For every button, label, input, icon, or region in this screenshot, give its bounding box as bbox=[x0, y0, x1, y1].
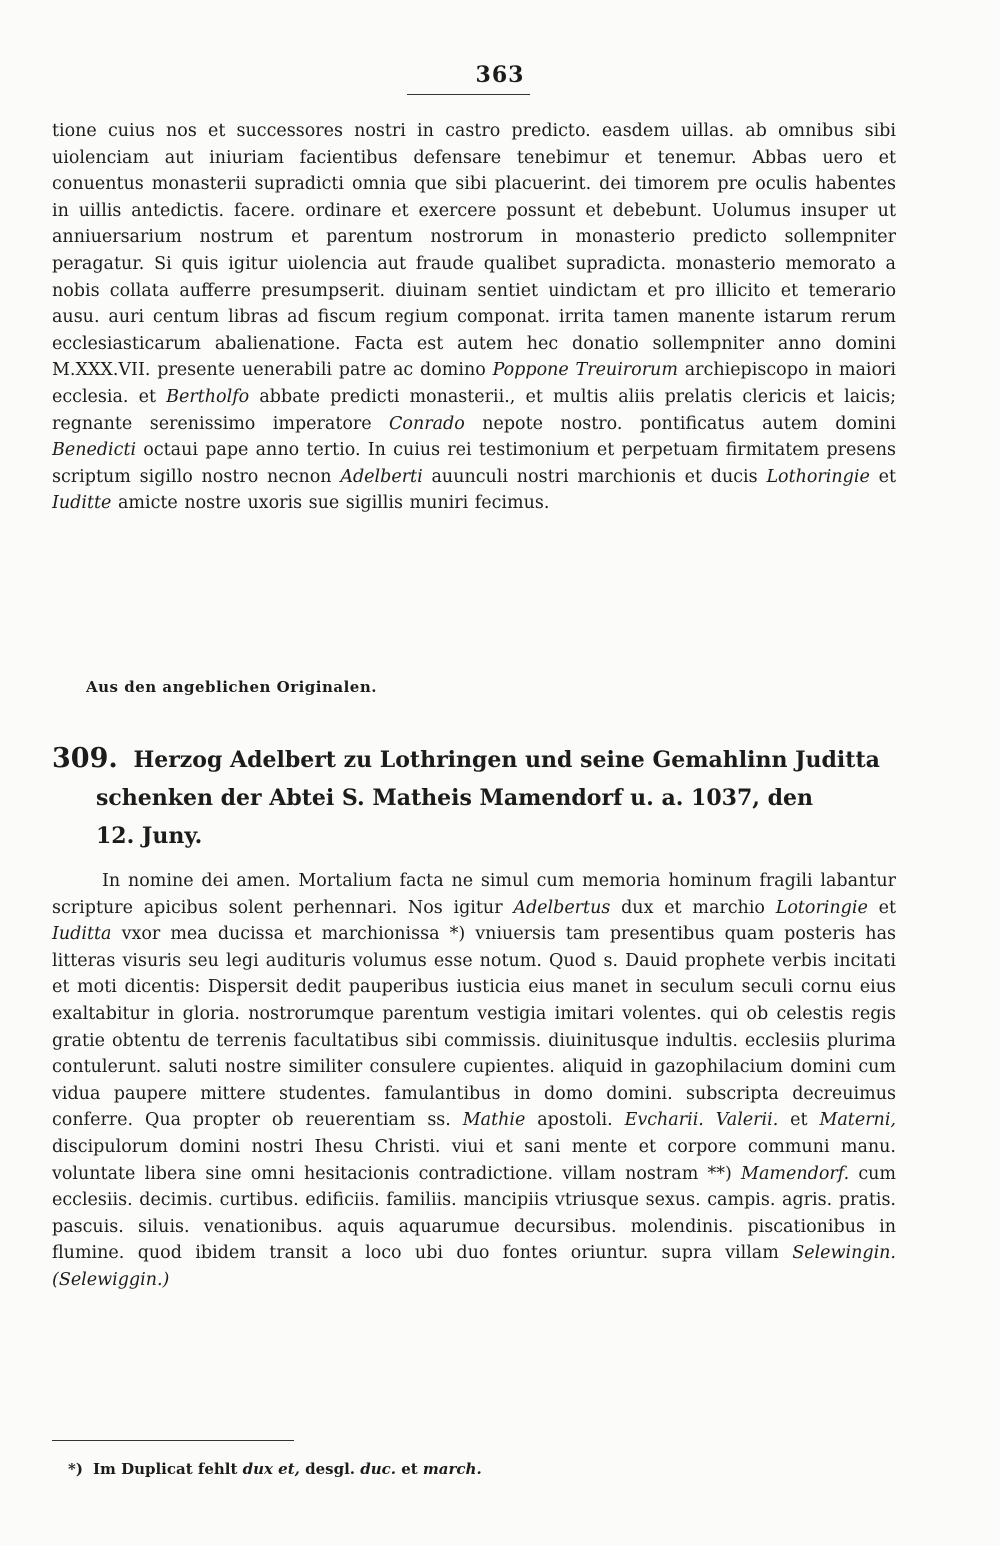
footnote-text: dux et, bbox=[242, 1460, 300, 1478]
footnote-text: Im Duplicat fehlt bbox=[92, 1460, 243, 1478]
footnote-text: duc. bbox=[360, 1460, 396, 1478]
text-segment: discipulorum domini nostri Ihesu Christi. viui et sani mente et corpore communi manu. voluntate libera sine omni hesitacionis contradictione. villam nostram **) bbox=[52, 1136, 896, 1184]
text-segment: archiepiscopo in maiori ecclesia. et bbox=[52, 360, 896, 407]
text-segment: amicte nostre uxoris sue sigillis muniri fecimus. bbox=[111, 493, 550, 514]
text-segment: dux et marchio bbox=[610, 897, 776, 918]
place-name: Selewingin. (Selewiggin.) bbox=[52, 1243, 896, 1290]
person-name: Mathie bbox=[462, 1110, 526, 1131]
person-name: Materni, bbox=[819, 1110, 896, 1131]
place-name: Lothoringie bbox=[766, 466, 870, 487]
footnote bbox=[68, 1460, 482, 1478]
text-segment: et bbox=[869, 466, 897, 487]
charter-heading bbox=[52, 740, 900, 855]
footnote-mark: *) bbox=[68, 1460, 83, 1478]
text-segment: In nomine dei amen. Mortalium facta ne simul cum memoria hominum fragili labantur scripture apicibus solent perhennari. Nos igitur bbox=[52, 871, 896, 918]
footnote-text: march. bbox=[422, 1460, 482, 1478]
footnote-text: desgl. bbox=[299, 1460, 361, 1478]
text-segment: nepote nostro. pontificatus autem domini bbox=[464, 413, 896, 434]
header-rule bbox=[407, 94, 530, 95]
charter-heading-line-3: 12. Juny. bbox=[96, 823, 203, 849]
paragraph-text bbox=[52, 868, 896, 1294]
place-name: Mamendorf. bbox=[741, 1163, 850, 1184]
text-segment: et bbox=[867, 897, 896, 918]
person-name: Iuditta bbox=[52, 924, 112, 945]
text-segment: auunculi nostri marchionis et ducis bbox=[422, 466, 767, 487]
charter-number: 309. bbox=[52, 743, 118, 774]
text-segment: octaui pape anno tertio. In cuius rei testimonium et perpetuam firmitatem presens scriptum sigillo nostro necnon bbox=[52, 440, 896, 487]
footnote-rule bbox=[52, 1440, 294, 1441]
person-name: Bertholfo bbox=[166, 386, 250, 407]
page-number: 363 bbox=[475, 62, 525, 88]
person-name: Benedicti bbox=[52, 440, 137, 461]
source-note: Aus den angeblichen Originalen. bbox=[86, 678, 377, 696]
text-segment: et bbox=[778, 1110, 820, 1131]
paragraph-text bbox=[52, 118, 896, 517]
charter-text bbox=[52, 868, 896, 1294]
text-segment: vxor mea ducissa et marchionissa *) vniuersis tam presentibus quam posteris has litteras visuris seu legi audituris volumus esse notum. Quod s. Dauid prophete verbis incitati et moti dicentis: Dispersit dedit pauperibus iusticia eius manet in seculum seculi cornu eius exaltabitur in gloria. nostrorumque parentum vestigia imitari volentes. qui ob celestis regis gratie obtentu de terrenis facultatibus sibi commissis. diuinitusque indultis. ecclesiis plurima contulerunt. saluti nostre similiter consulere cupientes. aliquid in gazophilacium domini cum vidua paupere mittere studentes. famulantibus in domo domini. subscripta decreuimus conferre. Qua propter ob reuerentiam ss. bbox=[52, 924, 896, 1131]
text-segment: apostoli. bbox=[525, 1110, 625, 1131]
person-name: Conrado bbox=[389, 413, 465, 434]
text-segment: abbate predicti monasterii., et multis aliis prelatis clericis et laicis; regnante serenissimo imperatore bbox=[52, 386, 896, 434]
person-name: Evcharii. Valerii. bbox=[624, 1110, 779, 1131]
charter-title-part: Herzog Adelbert zu Lothringen und seine Gemahlinn Juditta bbox=[133, 747, 880, 773]
charter-heading-line-2: schenken der Abtei S. Matheis Mamendorf u. a. 1037, den bbox=[96, 785, 813, 811]
continuation-paragraph bbox=[52, 118, 896, 517]
charter-heading-line-1 bbox=[52, 740, 900, 779]
person-name: Poppone Treuirorum bbox=[492, 360, 678, 381]
place-name: Lotoringie bbox=[775, 897, 868, 918]
person-name: Iuditte bbox=[52, 493, 112, 514]
text-segment: tione cuius nos et successores nostri in castro predicto. easdem uillas. ab omnibus sibi uiolenciam aut iniuriam facientibus defensare tenebimur et tenemur. Abbas uero et conuentus monasterii supradicti omnia que sibi placuerint. dei timorem pre oculis habentes in uillis antedictis. facere. ordinare et exercere possunt et debebunt. Uolumus insuper ut anniuersarium nostrum et parentum nostrorum in monasterio predicto sollempniter peragatur. Si quis igitur uiolencia aut fraude qualibet supradicta. monasterio memorato a nobis collata aufferre presumpserit. diuinam sentiet uindictam et pro illicito et temerario ausu. auri centum libras ad fiscum regium componat. irrita tamen manente istarum rerum ecclesiasticarum abalienatione. Facta est autem hec donatio sollempniter anno domini M.XXX.VII. presente uenerabili patre ac domino bbox=[52, 121, 896, 381]
person-name: Adelberti bbox=[340, 466, 423, 487]
text-segment: cum ecclesiis. decimis. curtibus. edificiis. familiis. mancipiis vtriusque sexus. campis. agris. pratis. pascuis. siluis. venationibus. aquis aquarumue decursibus. molendinis. piscationibus in flumine. quod ibidem transit a loco ubi duo fontes oriuntur. supra villam bbox=[52, 1163, 897, 1264]
person-name: Adelbertus bbox=[513, 897, 611, 918]
footnote-text: et bbox=[395, 1460, 423, 1478]
